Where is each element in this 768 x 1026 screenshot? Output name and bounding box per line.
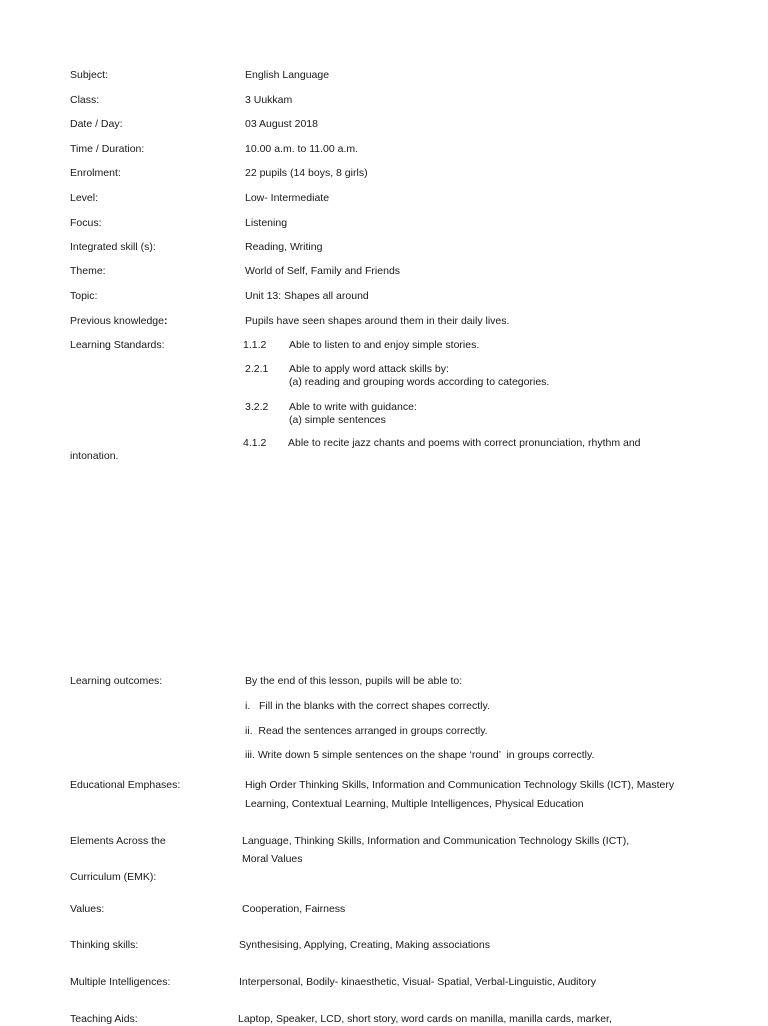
- standard-code: 3.2.2: [245, 401, 269, 413]
- focus-value: Listening: [245, 217, 288, 229]
- standard-text: Able to recite jazz chants and poems with correct pronunciation, rhythm and: [288, 437, 641, 449]
- educational-emphases-text: High Order Thinking Skills, Information and Communication Technology Skills (ICT), Mastery: [245, 779, 675, 791]
- previous-knowledge-colon: :: [163, 315, 168, 327]
- standard-code: 4.1.2: [243, 437, 267, 449]
- standard-text: Able to listen to and enjoy simple stories.: [289, 339, 480, 351]
- outcome-item: i. Fill in the blanks with the correct shapes correctly.: [245, 700, 490, 712]
- thinking-skills-label: Thinking skills:: [70, 939, 139, 951]
- multiple-intelligences-value: Interpersonal, Bodily- kinaesthetic, Visual- Spatial, Verbal-Linguistic, Auditory: [239, 976, 596, 988]
- standard-text: Able to apply word attack skills by:: [289, 363, 449, 375]
- emk-label: Curriculum (EMK):: [70, 871, 157, 883]
- outcome-item: iii. Write down 5 simple sentences on the shape ‘round’ in groups correctly.: [245, 749, 595, 761]
- date-label: Date / Day:: [70, 118, 123, 130]
- values-value: Cooperation, Fairness: [242, 903, 346, 915]
- class-value: 3 Uukkam: [245, 94, 293, 106]
- learning-outcomes-intro: By the end of this lesson, pupils will be able to:: [245, 675, 463, 687]
- learning-outcomes-label: Learning outcomes:: [70, 675, 163, 687]
- subject-label: Subject:: [70, 69, 108, 81]
- theme-label: Theme:: [70, 265, 106, 277]
- time-value: 10.00 a.m. to 11.00 a.m.: [245, 143, 359, 155]
- level-label: Level:: [70, 192, 99, 204]
- standard-code: 1.1.2: [243, 339, 267, 351]
- standard-text: (a) reading and grouping words according to categories.: [289, 376, 550, 388]
- standard-code: 2.2.1: [245, 363, 269, 375]
- previous-knowledge-label: [70, 315, 167, 328]
- emk-text: Moral Values: [242, 853, 303, 865]
- multiple-intelligences-label: Multiple Intelligences:: [70, 976, 171, 988]
- teaching-aids-value: Laptop, Speaker, LCD, short story, word cards on manilla, manilla cards, marker,: [238, 1013, 612, 1025]
- class-label: Class:: [70, 94, 100, 106]
- educational-emphases-text: Learning, Contextual Learning, Multiple Intelligences, Physical Education: [245, 798, 584, 810]
- values-label: Values:: [70, 903, 105, 915]
- standard-text: (a) simple sentences: [289, 414, 386, 426]
- topic-label: Topic:: [70, 290, 98, 302]
- integrated-skill-label: Integrated skill (s):: [70, 241, 156, 253]
- theme-value: World of Self, Family and Friends: [245, 265, 401, 277]
- previous-knowledge-value: Pupils have seen shapes around them in their daily lives.: [245, 315, 510, 327]
- subject-value: English Language: [245, 69, 330, 81]
- topic-value: Unit 13: Shapes all around: [245, 290, 369, 302]
- previous-knowledge-label-text: Previous knowledge: [70, 315, 164, 327]
- educational-emphases-label: Educational Emphases:: [70, 779, 181, 791]
- time-label: Time / Duration:: [70, 143, 145, 155]
- date-value: 03 August 2018: [245, 118, 318, 130]
- enrolment-value: 22 pupils (14 boys, 8 girls): [245, 167, 368, 179]
- emk-text: Language, Thinking Skills, Information and Communication Technology Skills (ICT),: [242, 835, 630, 847]
- learning-standards-label: Learning Standards:: [70, 339, 165, 351]
- outcome-item: ii. Read the sentences arranged in groups correctly.: [245, 725, 488, 737]
- enrolment-label: Enrolment:: [70, 167, 121, 179]
- thinking-skills-value: Synthesising, Applying, Creating, Making associations: [239, 939, 490, 951]
- integrated-skill-value: Reading, Writing: [245, 241, 323, 253]
- standard-text: Able to write with guidance:: [289, 401, 417, 413]
- standard-text: intonation.: [70, 450, 119, 462]
- level-value: Low- Intermediate: [245, 192, 330, 204]
- teaching-aids-label: Teaching Aids:: [70, 1013, 138, 1025]
- focus-label: Focus:: [70, 217, 102, 229]
- emk-label: Elements Across the: [70, 835, 166, 847]
